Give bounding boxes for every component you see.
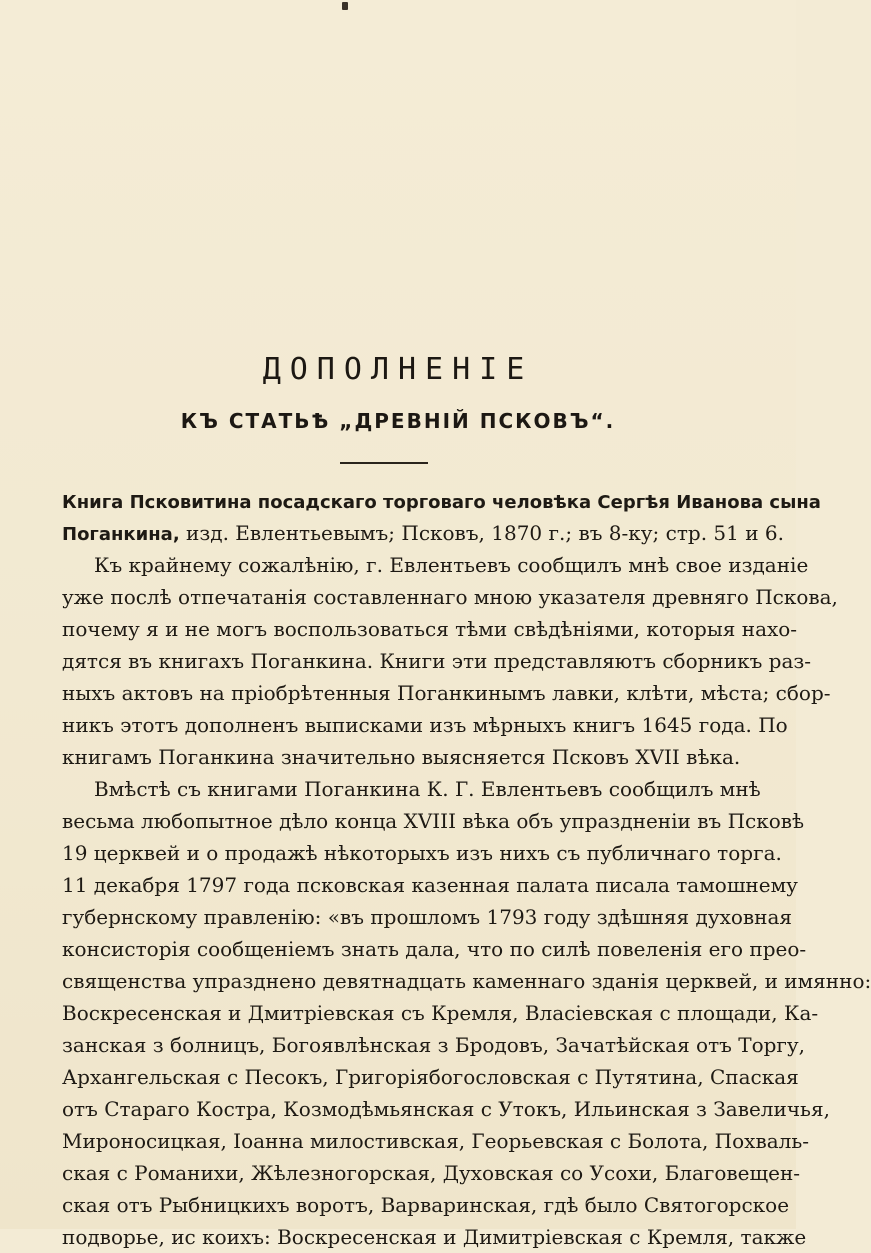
book-entry-title: Книга Псковитина посадскаго торговаго человѣка Сергѣя Иванова сына bbox=[62, 492, 821, 513]
text-line: весьма любопытное дѣло конца XVIII вѣка объ упраздненіи въ Псковѣ bbox=[62, 809, 805, 833]
text-line: губернскому правленію: «въ прошломъ 1793 году здѣшняя духовная bbox=[62, 905, 793, 929]
text-line: никъ этотъ дополненъ выписками изъ мѣрныхъ книгъ 1645 года. По bbox=[62, 713, 788, 737]
text-line: Вмѣстѣ съ книгами Поганкина К. Г. Евлентьевъ сообщилъ мнѣ bbox=[94, 777, 761, 801]
text-line: Архангельская с Песокъ, Григоріябогословская с Путятина, Спаская bbox=[62, 1065, 799, 1089]
text-line: консисторія сообщеніемъ знать дала, что по силѣ повеленія его прео- bbox=[62, 937, 807, 961]
text-line: уже послѣ отпечатанія составленнаго мною указателя древняго Пскова, bbox=[62, 585, 838, 609]
text-line: дятся въ книгахъ Поганкина. Книги эти представляютъ сборникъ раз- bbox=[62, 649, 812, 673]
ink-mark bbox=[342, 2, 348, 10]
text-line: отъ Стараго Костра, Козмодѣмьянская с Утокъ, Ильинская з Завеличья, bbox=[62, 1097, 830, 1121]
text-line: книгамъ Поганкина значительно выясняется Псковъ XVII вѣка. bbox=[62, 745, 741, 769]
text-line: почему я и не могъ воспользоваться тѣми свѣдѣніями, которыя нахо- bbox=[62, 617, 798, 641]
text-line: Воскресенская и Дмитріевская съ Кремля, Власіевская с площади, Ка- bbox=[62, 1001, 819, 1025]
text-line: ская отъ Рыбницкихъ воротъ, Варваринская, гдѣ было Святогорское bbox=[62, 1193, 790, 1217]
text-line: ныхъ актовъ на пріобрѣтенныя Поганкинымъ лавки, клѣти, мѣста; сбор- bbox=[62, 681, 831, 705]
book-entry-line bbox=[62, 517, 784, 549]
text-line: ская с Романихи, Жѣлезногорская, Духовская со Усохи, Благовещен- bbox=[62, 1161, 801, 1185]
title-divider bbox=[340, 462, 428, 464]
text-line: Мироносицкая, Іоанна милостивская, Георьевская с Болота, Похваль- bbox=[62, 1129, 809, 1153]
text-line: подворье, ис коихъ: Воскресенская и Димитріевская с Кремля, также bbox=[62, 1225, 807, 1249]
text-line: занская з болницъ, Богоявлѣнская з Бродовъ, Зачатѣйская отъ Торгу, bbox=[62, 1033, 806, 1057]
book-entry-details: изд. Евлентьевымъ; Псковъ, 1870 г.; въ 8-ку; стр. 51 и 6. bbox=[186, 521, 784, 545]
text-line: 19 церквей и о продажѣ нѣкоторыхъ изъ нихъ съ публичнаго торга. bbox=[62, 841, 782, 865]
text-line: Къ крайнему сожалѣнію, г. Евлентьевъ сообщилъ мнѣ свое изданіе bbox=[94, 553, 809, 577]
book-entry-line bbox=[62, 485, 821, 517]
text-line: священства упразднено девятнадцать каменнаго зданія церквей, и имянно: bbox=[62, 969, 871, 993]
book-entry-author: Поганкина, bbox=[62, 524, 180, 545]
page-subtitle: КЪ СТАТЬѢ „ДРЕВНІЙ ПСКОВЪ“. bbox=[180, 409, 616, 433]
page-title: ДОПОЛНЕНІЕ bbox=[262, 352, 534, 387]
text-line: 11 декабря 1797 года псковская казенная палата писала тамошнему bbox=[62, 873, 798, 897]
